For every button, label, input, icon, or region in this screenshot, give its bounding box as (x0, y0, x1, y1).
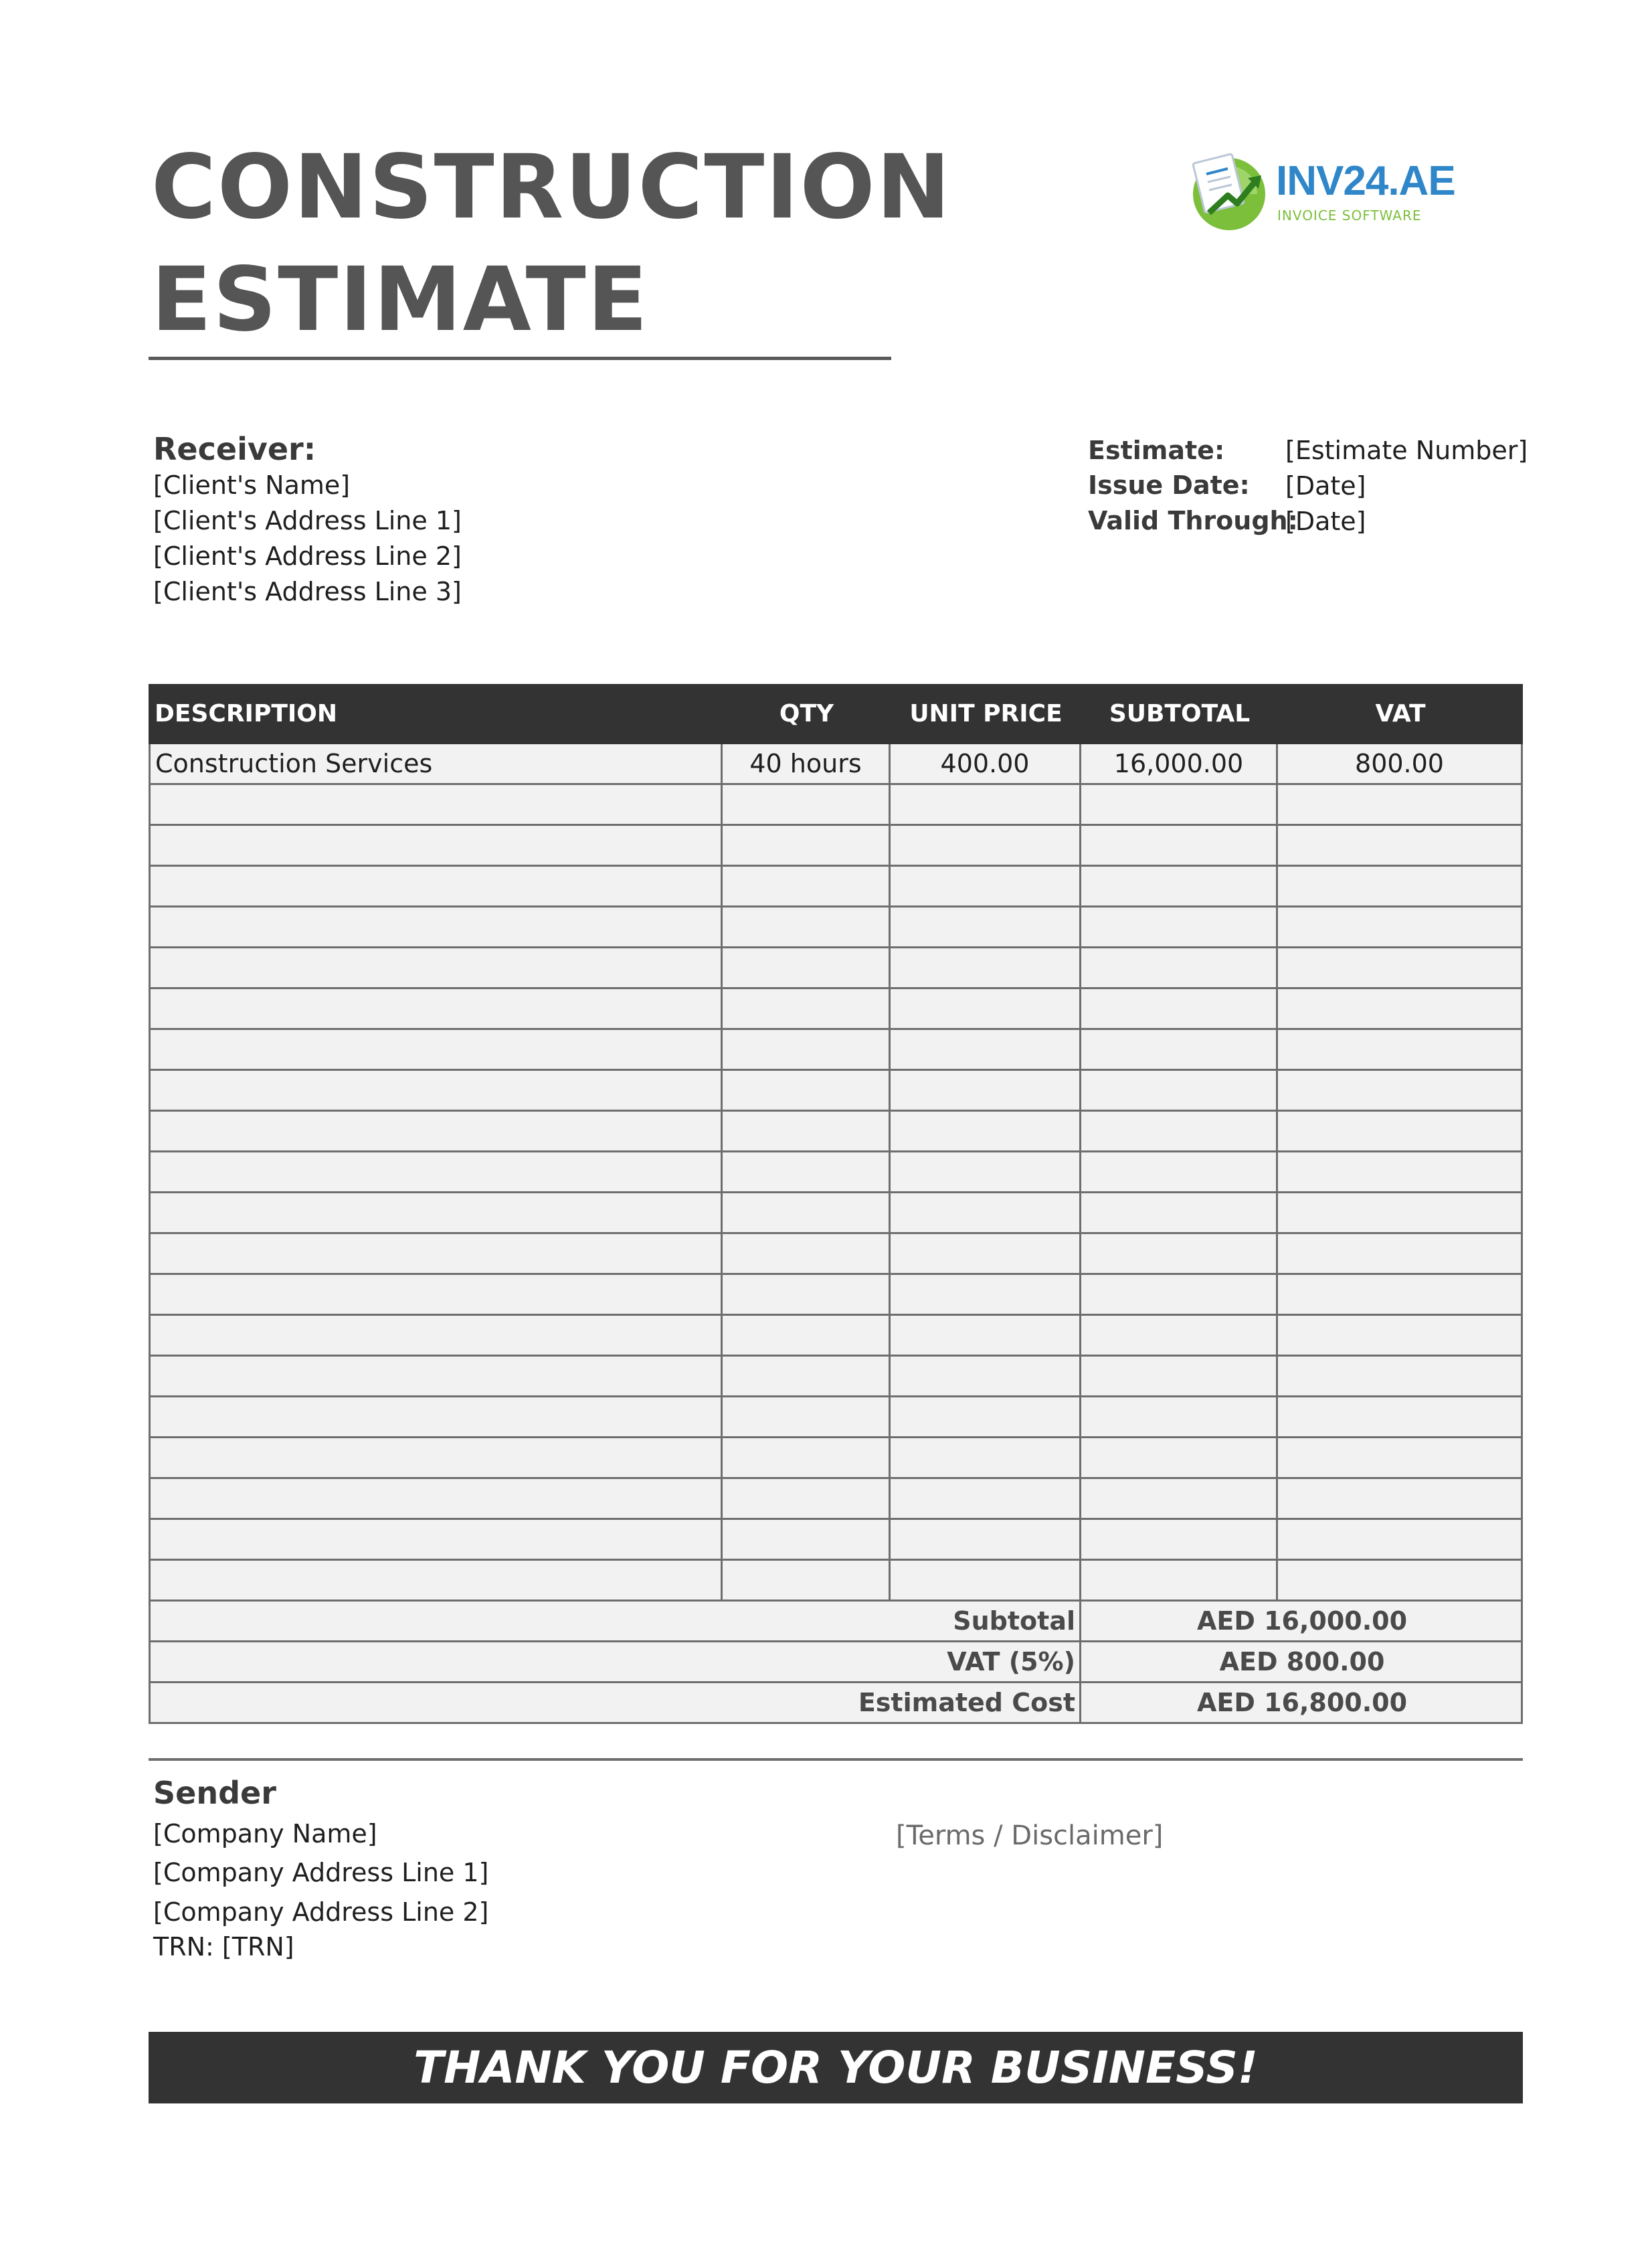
cell-vat (1278, 1234, 1523, 1273)
sender-divider (149, 1758, 1523, 1761)
col-header-subtotal: SUBTOTAL (1109, 700, 1251, 727)
estimated-cost-label: Estimated Cost (151, 1683, 1081, 1722)
table-row (149, 948, 1523, 989)
table-row (149, 1316, 1523, 1357)
vat-total-label: VAT (5%) (151, 1642, 1081, 1681)
table-row (149, 1193, 1523, 1234)
cell-description (149, 1275, 723, 1314)
table-row (149, 744, 1523, 785)
cell-qty (723, 1479, 891, 1518)
cell-vat: 800.00 (1278, 744, 1523, 783)
cell-subtotal (1081, 1112, 1278, 1150)
cell-unit-price (891, 785, 1081, 824)
cell-description (149, 948, 723, 987)
table-row (149, 1234, 1523, 1275)
vat-total-value: AED 800.00 (1219, 1647, 1385, 1676)
estimate-number-label: Estimate: (1088, 436, 1225, 465)
issue-date-label: Issue Date: (1088, 470, 1250, 500)
cell-unit-price (891, 1561, 1081, 1600)
cell-subtotal (1081, 1357, 1278, 1395)
totals-block (149, 1602, 1523, 1724)
sender-line: [Company Name] (153, 1819, 377, 1848)
title-line-1: CONSTRUCTION (151, 136, 952, 239)
cell-description (149, 1112, 723, 1150)
cell-description (149, 1357, 723, 1395)
cell-description (149, 785, 723, 824)
totals-row-estimated-cost (149, 1683, 1523, 1724)
cell-description (149, 908, 723, 946)
cell-qty (723, 1275, 891, 1314)
cell-unit-price (891, 948, 1081, 987)
subtotal-label: Subtotal (151, 1602, 1081, 1640)
cell-description (149, 867, 723, 905)
logo-tagline: INVOICE SOFTWARE (1277, 207, 1422, 224)
cell-unit-price (891, 1316, 1081, 1355)
cell-vat (1278, 1071, 1523, 1110)
cell-description (149, 1071, 723, 1110)
invoice-growth-arrow-icon (1189, 151, 1273, 232)
sender-heading: Sender (153, 1775, 276, 1811)
cell-qty (723, 1193, 891, 1232)
cell-qty (723, 1357, 891, 1395)
cell-vat (1278, 1316, 1523, 1355)
cell-subtotal (1081, 1397, 1278, 1436)
sender-line: [Company Address Line 1] (153, 1858, 489, 1887)
cell-description (149, 1520, 723, 1559)
receiver-line: [Client's Address Line 2] (153, 541, 462, 571)
cell-description (149, 1193, 723, 1232)
estimated-cost-value: AED 16,800.00 (1196, 1688, 1408, 1717)
cell-subtotal (1081, 948, 1278, 987)
cell-qty (723, 1520, 891, 1559)
cell-qty (723, 948, 891, 987)
cell-vat (1278, 1438, 1523, 1477)
thank-you-banner: THANK YOU FOR YOUR BUSINESS! (149, 2032, 1523, 2103)
cell-description (149, 1234, 723, 1273)
terms-disclaimer: [Terms / Disclaimer] (896, 1820, 1164, 1851)
cell-qty (723, 785, 891, 824)
cell-unit-price (891, 1112, 1081, 1150)
sender-trn: TRN: [TRN] (153, 1932, 294, 1962)
cell-qty (723, 867, 891, 905)
company-logo (1189, 151, 1455, 232)
col-header-qty: QTY (779, 700, 834, 727)
cell-unit-price (891, 1357, 1081, 1395)
cell-qty (723, 826, 891, 865)
cell-description: Construction Services (149, 744, 723, 783)
cell-vat (1278, 989, 1523, 1028)
title-line-2: ESTIMATE (151, 248, 649, 351)
cell-unit-price (891, 1152, 1081, 1191)
valid-through-value: [Date] (1285, 507, 1366, 536)
cell-qty (723, 1030, 891, 1069)
col-header-unit-price: UNIT PRICE (909, 700, 1063, 727)
cell-description (149, 1397, 723, 1436)
table-row (149, 1152, 1523, 1193)
cell-unit-price (891, 1071, 1081, 1110)
cell-subtotal (1081, 1071, 1278, 1110)
logo-name: INV24.AE (1276, 158, 1455, 204)
table-row (149, 785, 1523, 826)
cell-qty (723, 989, 891, 1028)
issue-date-value: [Date] (1285, 471, 1366, 501)
receiver-line: [Client's Address Line 3] (153, 577, 462, 606)
cell-description (149, 826, 723, 865)
cell-unit-price (891, 1030, 1081, 1069)
col-header-description: DESCRIPTION (155, 700, 338, 727)
cell-vat (1278, 1479, 1523, 1518)
cell-unit-price (891, 1275, 1081, 1314)
table-row (149, 867, 1523, 908)
cell-vat (1278, 1193, 1523, 1232)
cell-description (149, 989, 723, 1028)
cell-unit-price (891, 989, 1081, 1028)
table-row (149, 1520, 1523, 1561)
cell-vat (1278, 908, 1523, 946)
cell-vat (1278, 867, 1523, 905)
cell-unit-price (891, 1479, 1081, 1518)
table-row (149, 1275, 1523, 1316)
cell-unit-price (891, 867, 1081, 905)
table-row (149, 1030, 1523, 1071)
cell-qty (723, 1397, 891, 1436)
cell-vat (1278, 1357, 1523, 1395)
table-row (149, 1112, 1523, 1152)
table-row (149, 908, 1523, 948)
cell-subtotal: 16,000.00 (1081, 744, 1278, 783)
receiver-heading: Receiver: (153, 431, 316, 467)
cell-qty (723, 1234, 891, 1273)
cell-unit-price (891, 1234, 1081, 1273)
cell-vat (1278, 785, 1523, 824)
cell-qty (723, 908, 891, 946)
col-header-vat: VAT (1375, 700, 1426, 727)
sender-line: [Company Address Line 2] (153, 1897, 489, 1927)
cell-vat (1278, 1397, 1523, 1436)
cell-qty (723, 1071, 891, 1110)
cell-description (149, 1561, 723, 1600)
cell-description (149, 1030, 723, 1069)
cell-unit-price (891, 826, 1081, 865)
cell-subtotal (1081, 826, 1278, 865)
cell-qty (723, 1112, 891, 1150)
cell-subtotal (1081, 1316, 1278, 1355)
cell-subtotal (1081, 1479, 1278, 1518)
cell-vat (1278, 948, 1523, 987)
cell-subtotal (1081, 1193, 1278, 1232)
estimate-number-value: [Estimate Number] (1285, 436, 1528, 465)
items-table-header (149, 684, 1523, 744)
subtotal-value: AED 16,000.00 (1196, 1606, 1408, 1636)
cell-description (149, 1438, 723, 1477)
cell-subtotal (1081, 1561, 1278, 1600)
cell-subtotal (1081, 785, 1278, 824)
table-row (149, 1071, 1523, 1112)
table-row (149, 1479, 1523, 1520)
cell-subtotal (1081, 1438, 1278, 1477)
cell-description (149, 1479, 723, 1518)
table-row (149, 1397, 1523, 1438)
cell-unit-price (891, 908, 1081, 946)
table-row (149, 1561, 1523, 1602)
cell-subtotal (1081, 1234, 1278, 1273)
table-row (149, 1438, 1523, 1479)
valid-through-label: Valid Through: (1088, 506, 1298, 535)
cell-subtotal (1081, 867, 1278, 905)
cell-description (149, 1152, 723, 1191)
totals-row-subtotal (149, 1602, 1523, 1642)
cell-qty: 40 hours (723, 744, 891, 783)
cell-qty (723, 1152, 891, 1191)
table-row (149, 989, 1523, 1030)
cell-subtotal (1081, 1275, 1278, 1314)
cell-unit-price: 400.00 (891, 744, 1081, 783)
table-row (149, 826, 1523, 867)
items-table-body (149, 744, 1523, 1602)
cell-vat (1278, 826, 1523, 865)
cell-vat (1278, 1561, 1523, 1600)
totals-row-vat (149, 1642, 1523, 1683)
cell-unit-price (891, 1193, 1081, 1232)
cell-subtotal (1081, 1030, 1278, 1069)
cell-vat (1278, 1152, 1523, 1191)
cell-vat (1278, 1275, 1523, 1314)
cell-subtotal (1081, 1520, 1278, 1559)
table-row (149, 1357, 1523, 1397)
cell-description (149, 1316, 723, 1355)
cell-unit-price (891, 1520, 1081, 1559)
cell-unit-price (891, 1397, 1081, 1436)
cell-subtotal (1081, 989, 1278, 1028)
cell-unit-price (891, 1438, 1081, 1477)
cell-vat (1278, 1112, 1523, 1150)
receiver-line: [Client's Address Line 1] (153, 506, 462, 535)
cell-subtotal (1081, 1152, 1278, 1191)
cell-qty (723, 1316, 891, 1355)
title-underline (149, 357, 891, 360)
cell-qty (723, 1561, 891, 1600)
cell-subtotal (1081, 908, 1278, 946)
cell-qty (723, 1438, 891, 1477)
cell-vat (1278, 1030, 1523, 1069)
cell-vat (1278, 1520, 1523, 1559)
receiver-line: [Client's Name] (153, 470, 351, 500)
